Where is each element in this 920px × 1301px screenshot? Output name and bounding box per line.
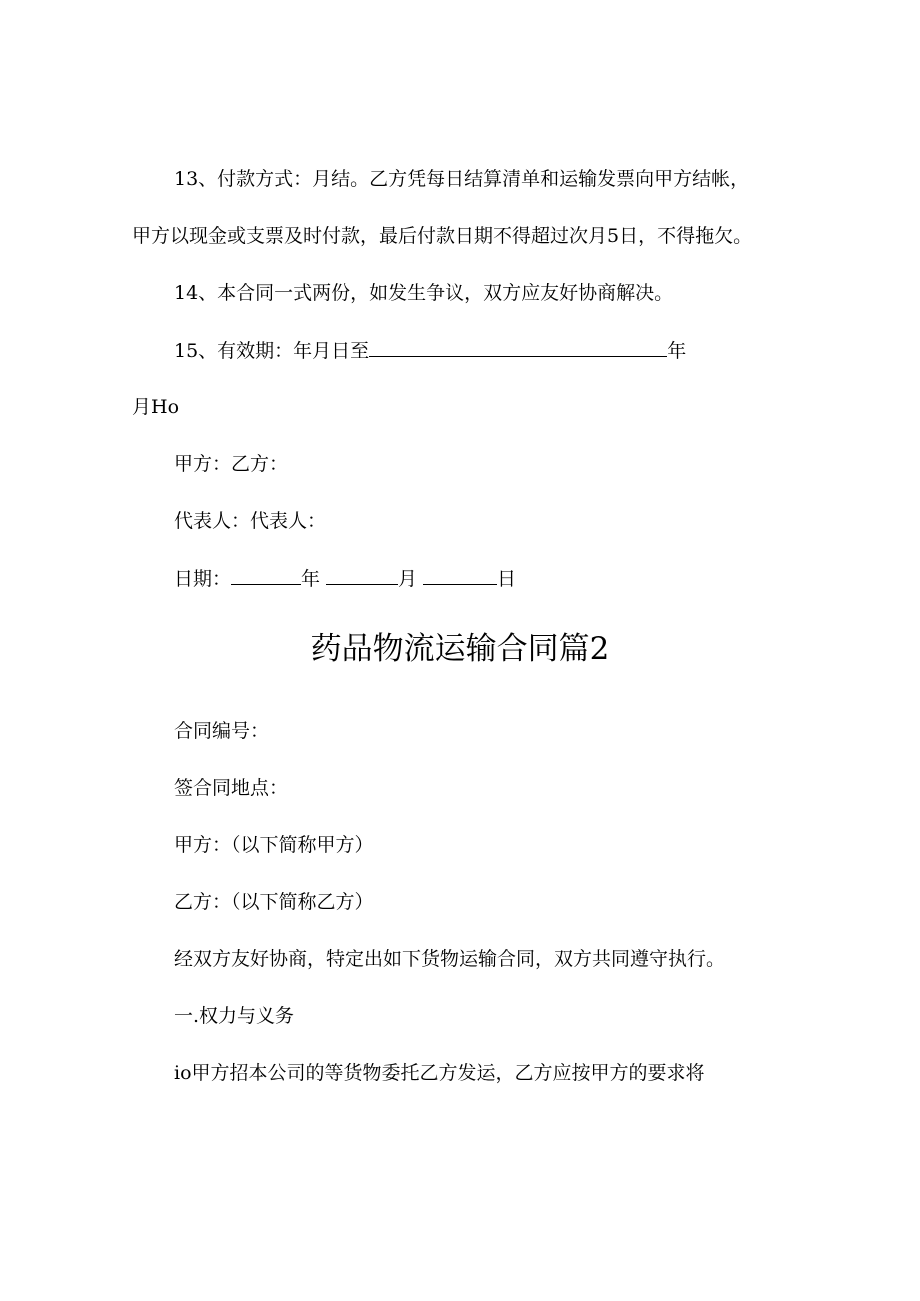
party-a-field: 甲方：（以下简称甲方） (174, 834, 374, 856)
clause-io: io甲方招本公司的等货物委托乙方发运，乙方应按甲方的要求将 (174, 1062, 705, 1084)
representative-line: 代表人：代表人： (174, 510, 327, 532)
date-label: 日期： (174, 568, 232, 590)
date-day-blank[interactable] (423, 566, 497, 585)
date-month-blank[interactable] (326, 566, 398, 585)
clause-13-line-2: 甲方以现金或支票及时付款，最后付款日期不得超过次月5日，不得拖欠。 (132, 225, 753, 247)
section-heading-rights-obligations: 一.权力与义务 (174, 1005, 295, 1027)
contract-number-field: 合同编号： (174, 720, 270, 742)
validity-end-blank[interactable] (369, 338, 667, 357)
date-year-blank[interactable] (231, 566, 301, 585)
clause-14: 14、本合同一式两份，如发生争议，双方应友好协商解决。 (174, 282, 674, 304)
date-month-label: 月 (398, 568, 418, 590)
date-day-label: 日 (497, 568, 517, 590)
clause-13-line-1: 13、付款方式：月结。乙方凭每日结算清单和运输发票向甲方结帐， (174, 168, 750, 190)
document-title: 药品物流运输合同篇2 (310, 631, 610, 667)
date-line (174, 566, 516, 591)
intro-paragraph: 经双方友好协商，特定出如下货物运输合同，双方共同遵守执行。 (174, 948, 726, 970)
clause-15-continuation: 月Ho (132, 396, 180, 418)
clause-15-suffix: 年 (667, 340, 687, 362)
party-signature-line: 甲方：乙方： (174, 453, 289, 475)
date-year-label: 年 (301, 568, 321, 590)
signing-place-field: 签合同地点： (174, 777, 289, 799)
clause-15 (174, 338, 686, 363)
clause-15-prefix: 15、有效期：年月日至 (174, 340, 370, 362)
party-b-field: 乙方：（以下简称乙方） (174, 891, 374, 913)
